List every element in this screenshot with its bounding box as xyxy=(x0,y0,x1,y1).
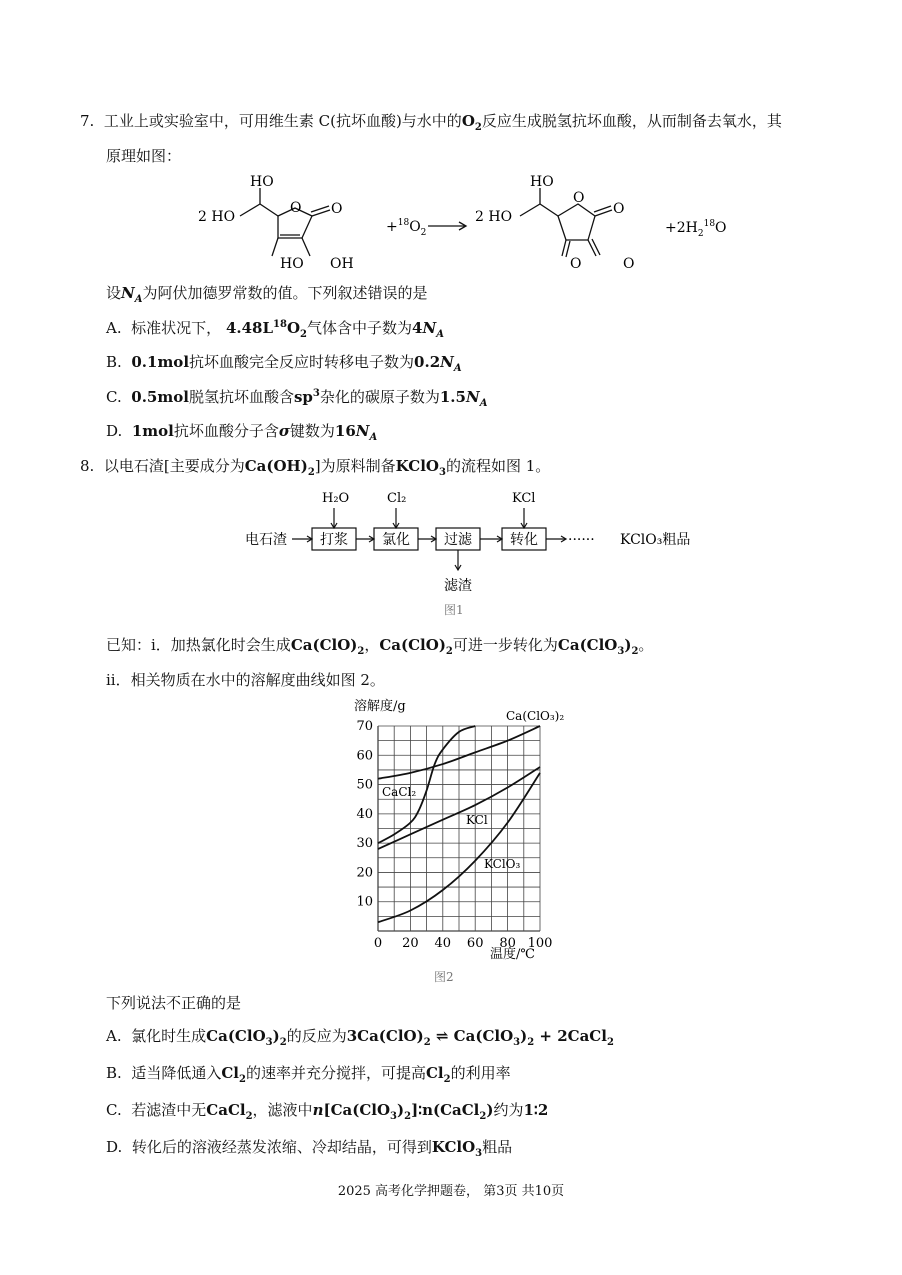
page-footer: 2025 高考化学押题卷， 第3页 共10页 xyxy=(337,1184,565,1199)
q7-stem-line2: 原理如图： xyxy=(106,147,182,165)
ketone-o-1: O xyxy=(570,256,582,272)
flow-byproduct: 滤渣 xyxy=(444,578,472,594)
reagent-water: H₂O xyxy=(322,491,350,506)
ho-label-right: HO xyxy=(530,174,554,190)
y-tick-label: 70 xyxy=(356,719,373,734)
o2-reagent: $+^{18}O_2$ xyxy=(386,218,427,238)
fig2-caption: 图2 xyxy=(434,970,454,984)
ho-label-2: 2 HO xyxy=(198,209,236,225)
x-tick-label: 100 xyxy=(527,936,553,951)
reagent-chlorine: Cl₂ xyxy=(387,491,407,506)
x-tick-label: 80 xyxy=(499,936,516,951)
ho-label: HO xyxy=(250,174,274,190)
y-tick-label: 10 xyxy=(356,894,373,910)
ring-o-label: O xyxy=(290,200,302,216)
x-tick-label: 0 xyxy=(373,936,383,951)
known-ii: ii．相关物质在水中的溶解度曲线如图 2。 xyxy=(106,671,385,689)
q7-stem: 7. 工业上或实验室中，可用维生素 C(抗坏血酸)与水中的$O_2$反应生成脱氢抗坏血酸，从而制备去氧水，其 xyxy=(80,112,782,133)
ho-bottom-label: HO xyxy=(280,256,304,272)
series-label-cacl2: CaCl₂ xyxy=(382,785,417,799)
y-tick-label: 20 xyxy=(356,865,373,881)
flow-start: 电石渣 xyxy=(245,532,287,548)
flow-diagram xyxy=(240,486,700,596)
flow-step-4: 转化 xyxy=(510,532,538,548)
x-tick-label: 40 xyxy=(434,936,452,951)
series-label-ca-clo3: Ca(ClO₃)₂ xyxy=(506,709,565,723)
q7-option-b[interactable]: B. 0.1mol抗坏血酸完全反应时转移电子数为$0.2N_A$ xyxy=(106,353,462,374)
y-tick-label: 40 xyxy=(356,806,373,822)
solubility-chart xyxy=(350,696,580,966)
series-label-kclo3: KClO₃ xyxy=(484,857,521,871)
x-tick-label: 60 xyxy=(466,936,484,951)
oh-bottom-label: OH xyxy=(330,256,354,272)
x-axis-label: 温度/℃ xyxy=(490,947,535,962)
y-axis-label: 溶解度/g xyxy=(354,699,406,714)
q8-question: 下列说法不正确的是 xyxy=(106,994,242,1012)
x-tick-label: 20 xyxy=(402,936,419,951)
carbonyl-o-label: O xyxy=(331,201,343,217)
y-tick-label: 60 xyxy=(356,748,373,764)
q7-option-d[interactable]: D. 1mol抗坏血酸分子含σ键数为$16N_A$ xyxy=(106,422,378,443)
reagent-kcl: KCl xyxy=(512,491,536,506)
flow-step-1: 打浆 xyxy=(320,532,348,548)
y-tick-label: 30 xyxy=(356,836,373,852)
q8-option-b[interactable]: B. 适当降低通入$Cl_2$的速率并充分搅拌，可提高$Cl_2$的利用率 xyxy=(106,1064,511,1085)
ho-label-right-2: 2 HO xyxy=(475,209,513,225)
ketone-o-2: O xyxy=(623,256,635,272)
reaction-scheme xyxy=(190,168,750,278)
ring-o-label-right: O xyxy=(573,190,585,206)
q7-premise: 设$N_A$为阿伏加德罗常数的值。下列叙述错误的是 xyxy=(106,284,428,305)
flow-step-2: 氯化 xyxy=(382,532,410,548)
q8-stem: 8. 以电石渣[主要成分为$Ca(OH)_2$]为原料制备KClO$_3$的流程如图 1。 xyxy=(80,457,551,478)
q8-option-d[interactable]: D. 转化后的溶液经蒸发浓缩、冷却结晶，可得到KClO$_3$粗品 xyxy=(106,1138,513,1159)
series-label-kcl: KCl xyxy=(466,813,488,827)
carbonyl-o-label-right: O xyxy=(613,201,625,217)
flow-end: KClO₃粗品 xyxy=(620,532,691,548)
q7-option-c[interactable]: C. 0.5mol脱氢抗坏血酸含$sp^3$杂化的碳原子数为$1.5N_A$ xyxy=(106,388,488,409)
q8-option-c[interactable]: C. 若滤渣中无CaCl$_2$，滤液中$n[Ca(ClO_3)_2]∶n(CaCl_2)$约为1∶2 xyxy=(106,1101,549,1122)
q7-option-a[interactable]: A. 标准状况下， $4.48L^{18}O_2$气体含中子数为$4N_A$ xyxy=(106,319,444,340)
y-tick-label: 50 xyxy=(356,777,373,793)
known-i: 已知：i．加热氯化时会生成$Ca(ClO)_2$，$Ca(ClO)_2$可进一步转化为$Ca(ClO_3)_2$。 xyxy=(106,636,654,657)
flow-dots: ······ xyxy=(568,532,595,548)
water-product: $+2H_2^{18}O$ xyxy=(665,219,727,239)
q8-option-a[interactable]: A. 氯化时生成$Ca(ClO_3)_2$的反应为$3Ca(ClO)_2$ ⇌ $Ca(ClO_3)_2$ + 2CaCl$_2$ xyxy=(106,1027,614,1048)
fig1-caption: 图1 xyxy=(444,603,464,617)
flow-step-3: 过滤 xyxy=(444,532,472,548)
